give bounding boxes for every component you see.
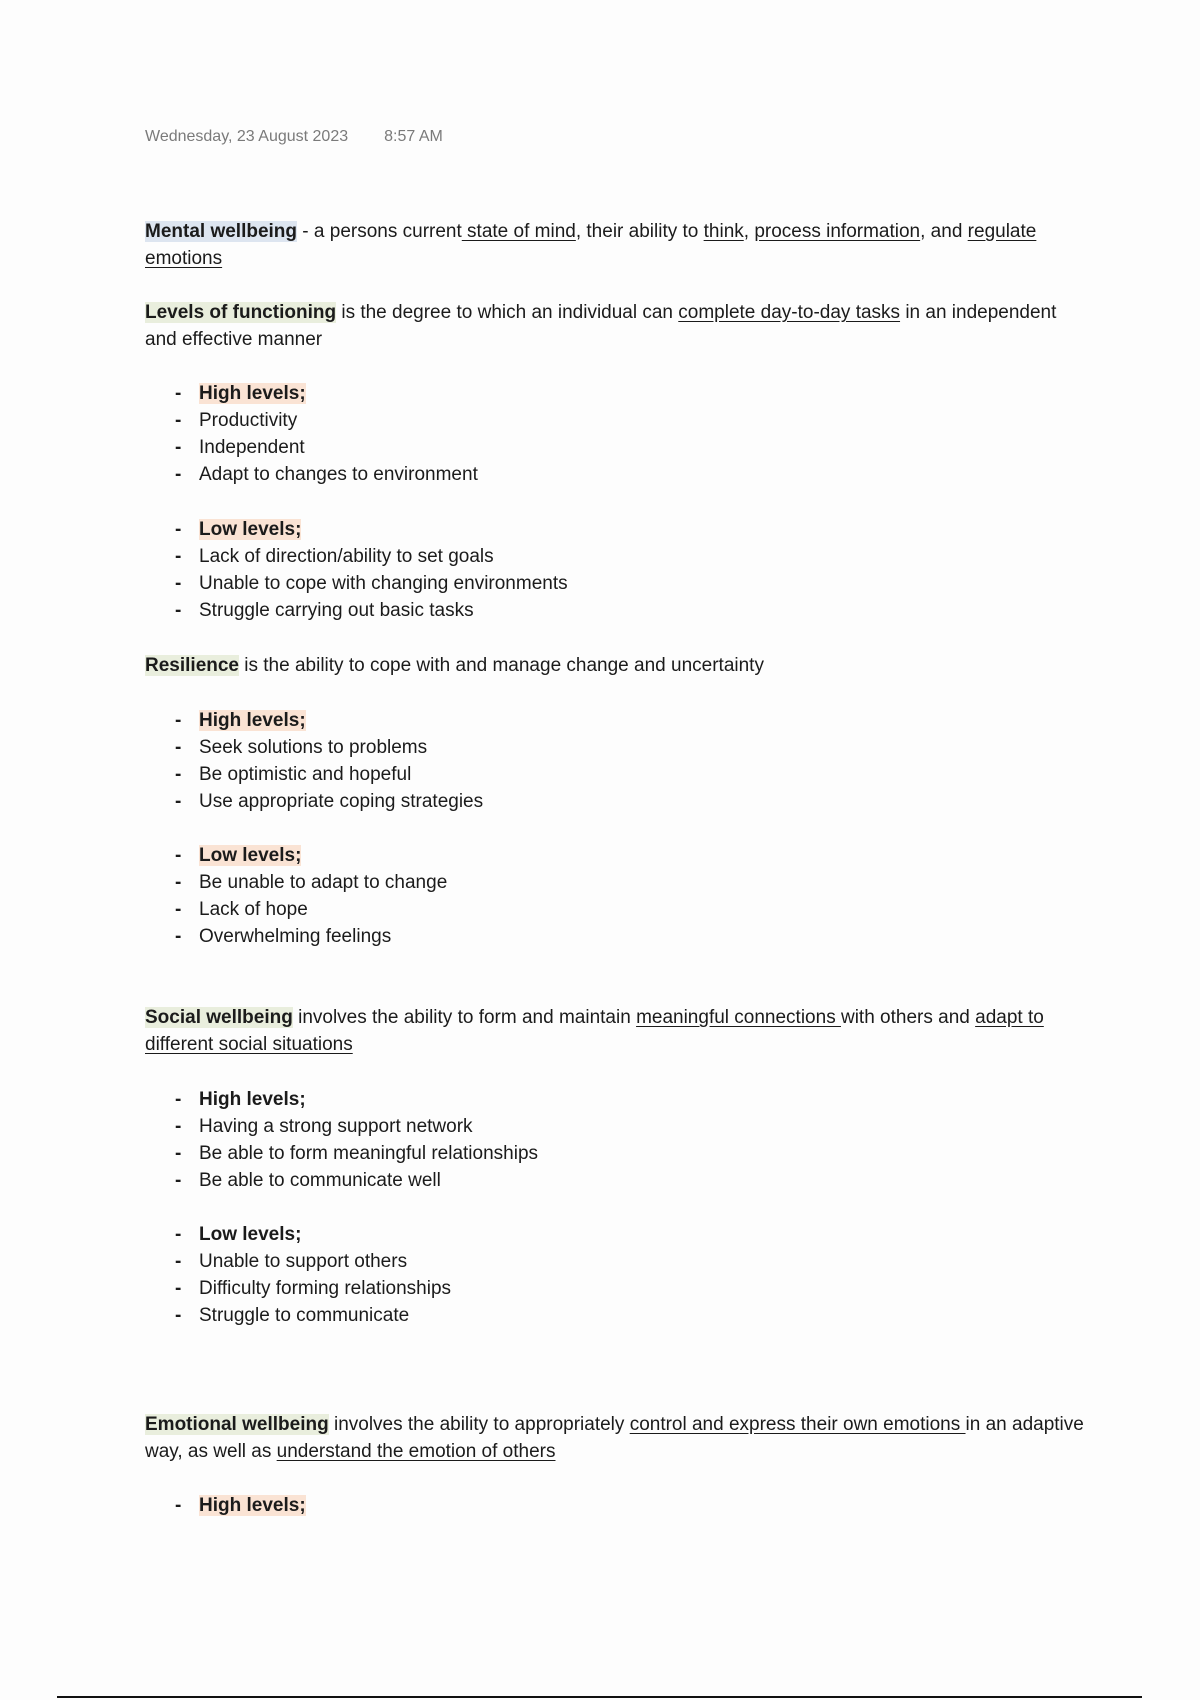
term-resilience: Resilience — [145, 655, 239, 676]
term-emotional-wellbeing: Emotional wellbeing — [145, 1414, 329, 1435]
note-date: Wednesday, 23 August 2023 — [145, 128, 349, 145]
list-item: - Use appropriate coping strategies — [175, 791, 484, 812]
resilience-low-list — [175, 842, 447, 950]
functioning-low-list — [175, 516, 568, 624]
page-bottom-divider — [57, 1696, 1142, 1698]
emotional-wellbeing-definition: Emotional wellbeing involves the ability to appropriately control and express their own emotions in an adaptive way, as well as understand the emotion of others — [145, 1414, 1084, 1462]
list-item: - Lack of hope — [175, 899, 308, 920]
list-heading: - Low levels; — [175, 845, 302, 866]
list-heading: - High levels; — [175, 1089, 306, 1110]
list-item: - Having a strong support network — [175, 1116, 473, 1137]
list-item: - Overwhelming feelings — [175, 926, 392, 947]
list-item: - Be optimistic and hopeful — [175, 764, 412, 785]
list-heading: - High levels; — [175, 1495, 306, 1516]
list-heading: - High levels; — [175, 383, 306, 404]
mental-wellbeing-definition: Mental wellbeing - a persons current state of mind, their ability to think, process information, and regulate emotions — [145, 221, 1037, 269]
list-item: - Be unable to adapt to change — [175, 872, 448, 893]
list-item: - Be able to form meaningful relationships — [175, 1143, 539, 1164]
term-mental-wellbeing: Mental wellbeing — [145, 221, 298, 242]
resilience-definition: Resilience is the ability to cope with and manage change and uncertainty — [145, 655, 764, 676]
social-high-list — [175, 1086, 538, 1194]
functioning-definition: Levels of functioning is the degree to which an individual can complete day-to-day tasks in an independent and effective manner — [145, 302, 1057, 350]
list-item: - Difficulty forming relationships — [175, 1278, 452, 1299]
list-heading: - High levels; — [175, 710, 306, 731]
list-item: - Seek solutions to problems — [175, 737, 428, 758]
list-heading: - Low levels; — [175, 1224, 302, 1245]
list-item: - Unable to support others — [175, 1251, 408, 1272]
list-item: - Be able to communicate well — [175, 1170, 441, 1191]
social-wellbeing-definition: Social wellbeing involves the ability to form and maintain meaningful connections with others and adapt to different social situations — [145, 1007, 1044, 1055]
list-heading: - Low levels; — [175, 519, 302, 540]
term-levels-of-functioning: Levels of functioning — [145, 302, 337, 323]
emotional-high-list — [175, 1492, 306, 1519]
term-social-wellbeing: Social wellbeing — [145, 1007, 293, 1028]
resilience-high-list — [175, 707, 483, 815]
list-item: - Unable to cope with changing environments — [175, 573, 568, 594]
list-item: - Productivity — [175, 410, 298, 431]
note-timestamp — [145, 128, 443, 146]
social-low-list — [175, 1221, 451, 1329]
list-item: - Struggle to communicate — [175, 1305, 410, 1326]
functioning-high-list — [175, 380, 478, 488]
note-time: 8:57 AM — [384, 128, 443, 145]
list-item: - Lack of direction/ability to set goals — [175, 546, 494, 567]
list-item: - Independent — [175, 437, 305, 458]
list-item: - Struggle carrying out basic tasks — [175, 600, 474, 621]
list-item: - Adapt to changes to environment — [175, 464, 478, 485]
